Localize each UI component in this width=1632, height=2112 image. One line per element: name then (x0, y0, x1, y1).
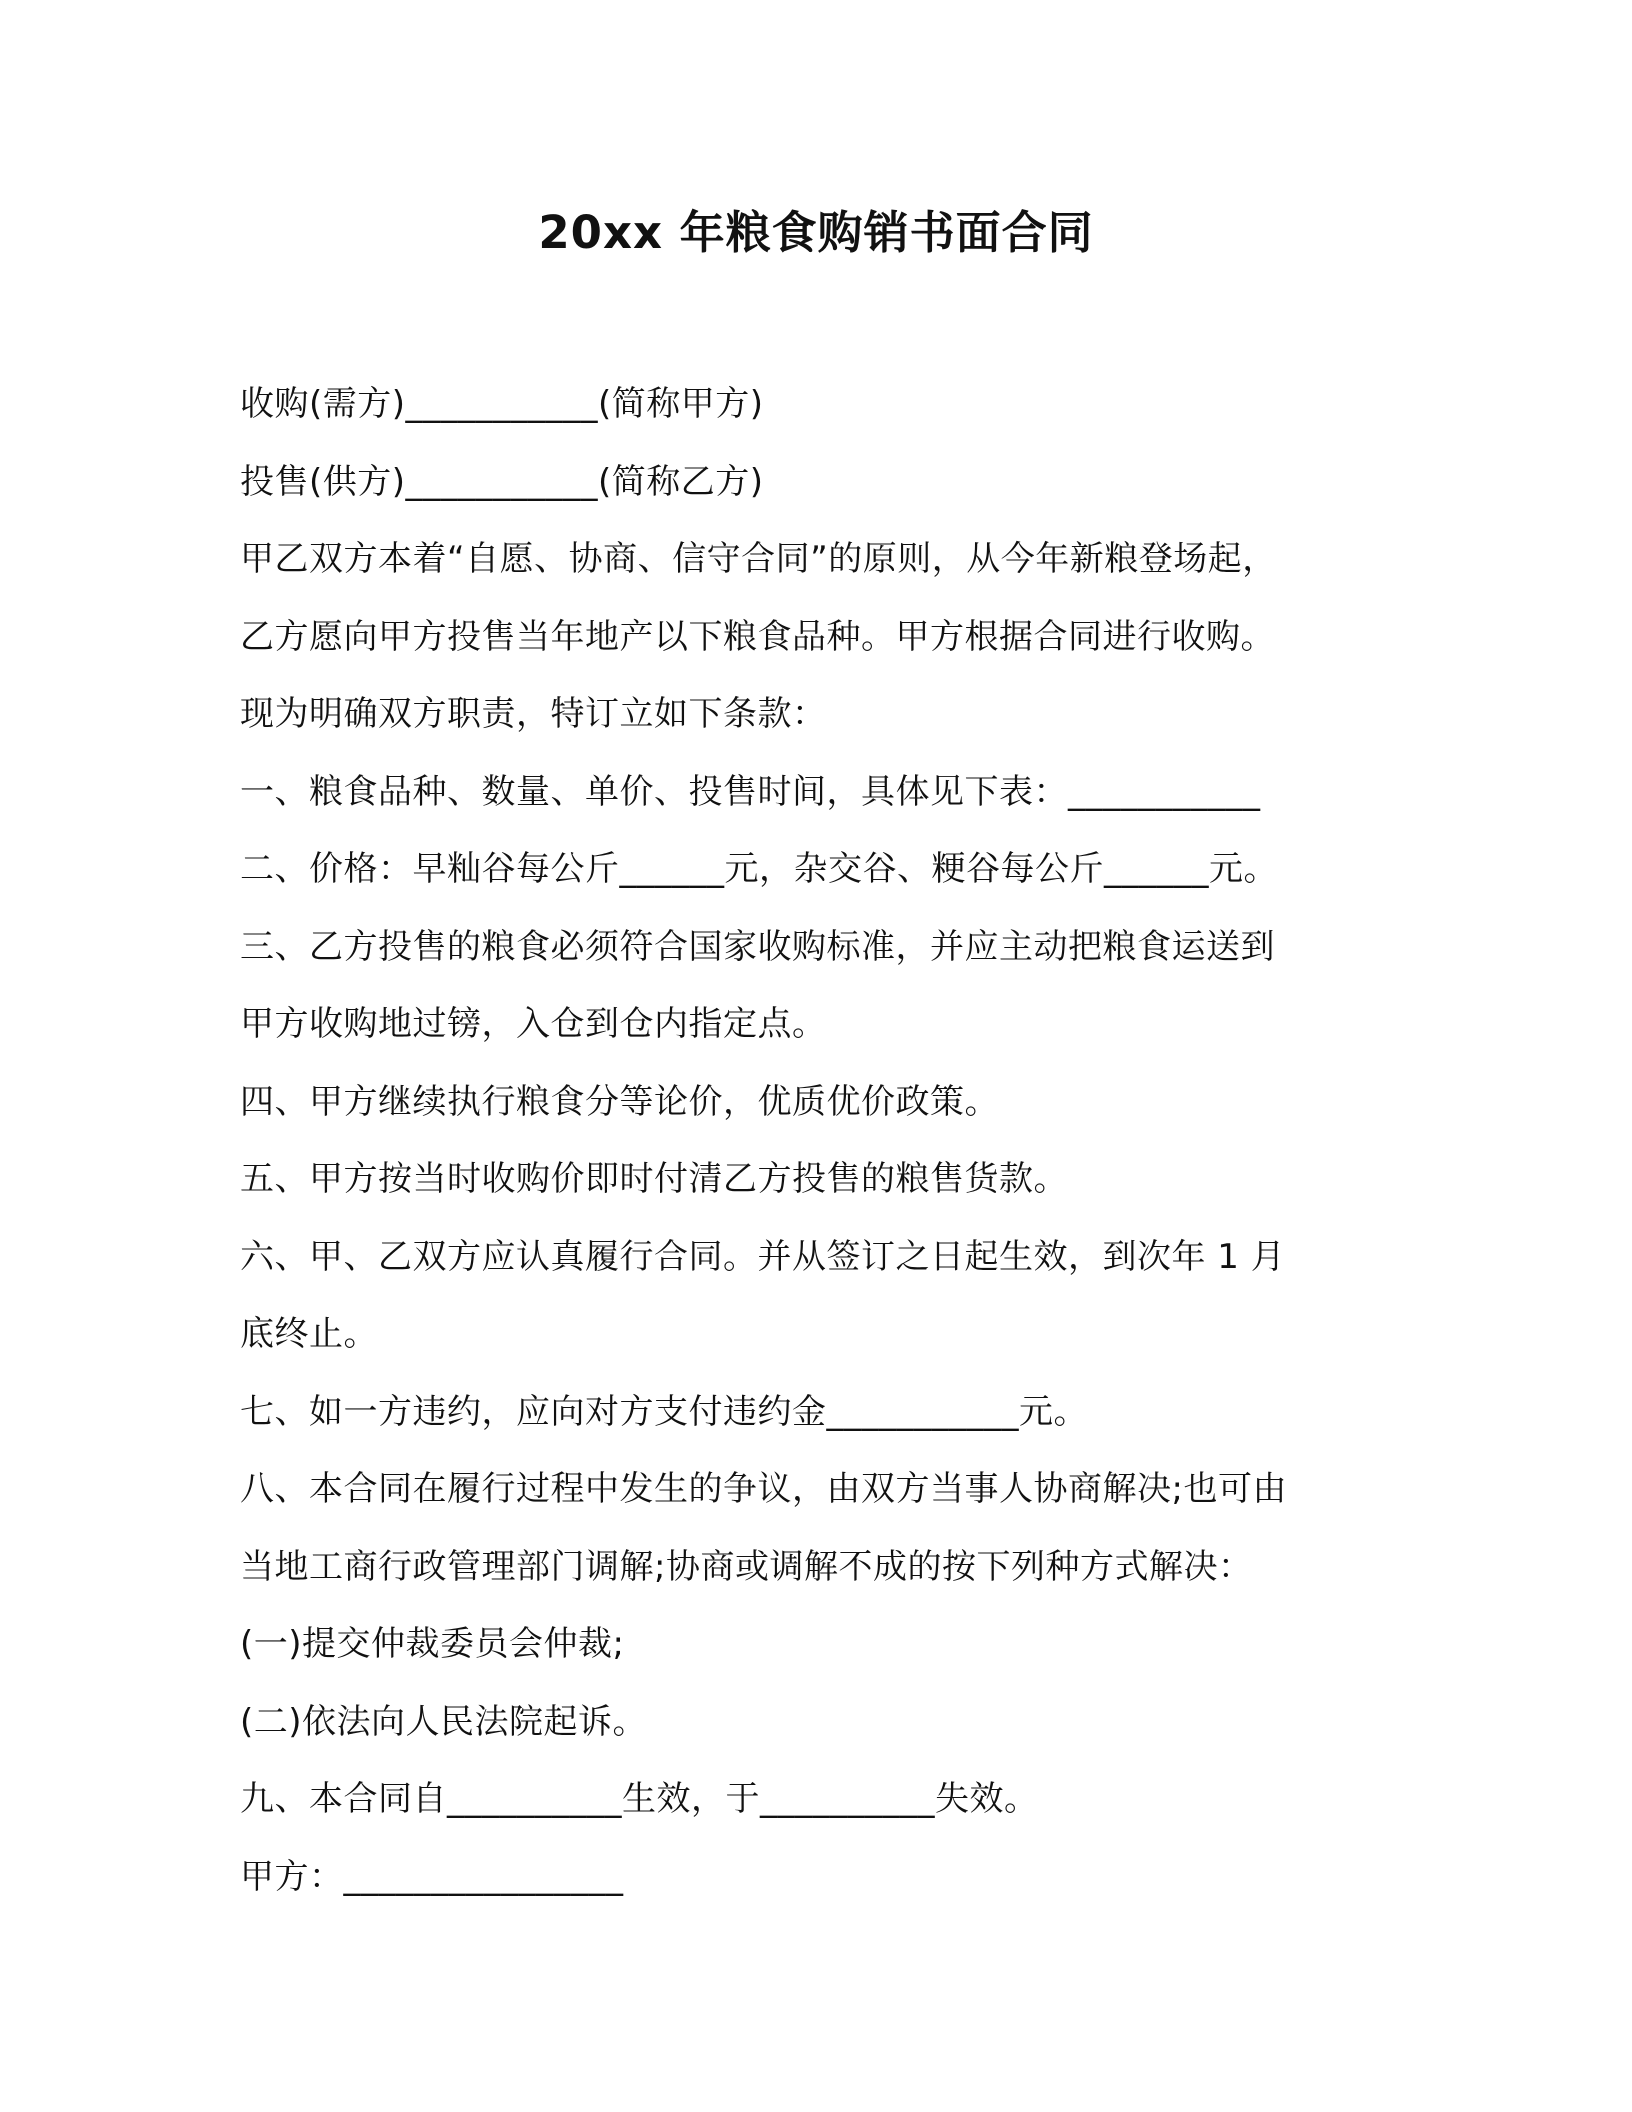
clause-5: 五、甲方按当时收购价即时付清乙方投售的粮售货款。 (240, 1159, 1068, 1199)
clause-6-cont: 底终止。 (240, 1314, 378, 1354)
seller-line: 投售(供方)___________(简称乙方) (240, 461, 764, 502)
clause-2: 二、价格：早籼谷每公斤______元，杂交谷、粳谷每公斤______元。 (240, 849, 1278, 889)
clause-8-cont: 当地工商行政管理部门调解;协商或调解不成的按下列种方式解决： (240, 1546, 1253, 1587)
clause-9: 九、本合同自__________生效，于__________失效。 (240, 1779, 1039, 1819)
preamble-line: 现为明确双方职责，特订立如下条款： (240, 694, 827, 734)
preamble-line: 乙方愿向甲方投售当年地产以下粮食品种。甲方根据合同进行收购。 (240, 616, 1275, 657)
clause-8-option-2: (二)依法向人民法院起诉。 (240, 1701, 648, 1742)
clause-6: 六、甲、乙双方应认真履行合同。并从签订之日起生效，到次年 1 月 (240, 1236, 1286, 1277)
preamble-line: 甲乙双方本着“自愿、协商、信守合同”的原则，从今年新粮登场起， (240, 539, 1277, 579)
clause-8: 八、本合同在履行过程中发生的争议，由双方当事人协商解决;也可由 (240, 1469, 1287, 1509)
document-body (240, 366, 1420, 1916)
clause-4: 四、甲方继续执行粮食分等论价，优质优价政策。 (240, 1081, 999, 1122)
clause-1: 一、粮食品种、数量、单价、投售时间，具体见下表：___________ (240, 771, 1261, 812)
clause-7: 七、如一方违约，应向对方支付违约金___________元。 (240, 1391, 1088, 1432)
clause-8-option-1: (一)提交仲裁委员会仲裁; (240, 1624, 625, 1664)
clause-3-cont: 甲方收购地过镑，入仓到仓内指定点。 (240, 1004, 827, 1044)
clause-3: 三、乙方投售的粮食必须符合国家收购标准，并应主动把粮食运送到 (240, 926, 1275, 967)
document-title: 20xx 年粮食购销书面合同 (538, 206, 1094, 259)
party-a-signature-line: 甲方：________________ (240, 1856, 624, 1897)
buyer-line: 收购(需方)___________(简称甲方) (240, 384, 764, 424)
